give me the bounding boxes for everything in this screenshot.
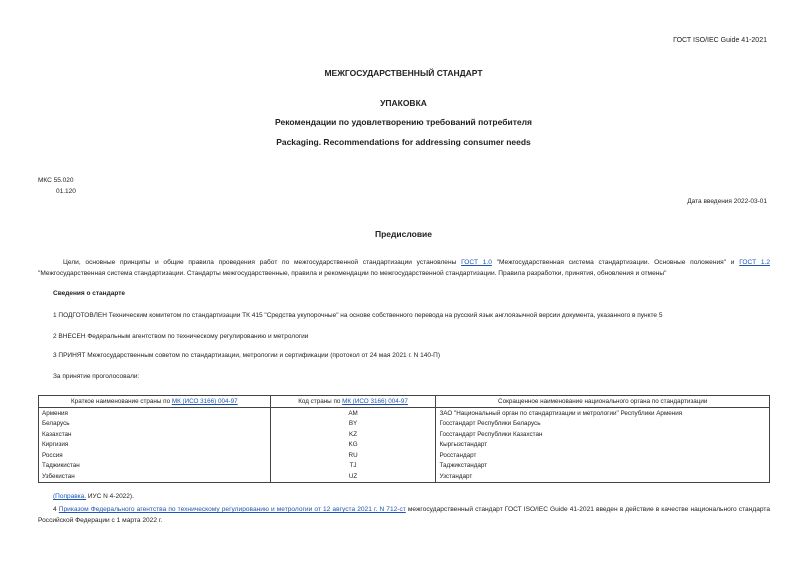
foreword-text-b: "Межгосударственная система стандартизации. Основные положения" и xyxy=(491,259,740,266)
country-name: Киргизия xyxy=(39,440,271,451)
country-code: BY xyxy=(270,419,436,430)
country-name: Армения xyxy=(39,408,271,419)
mks-code: МКС 55.020 xyxy=(38,177,74,184)
standards-body: Госстандарт Республики Казахстан xyxy=(436,429,770,440)
table-row xyxy=(39,461,770,472)
item-4-text: межгосударственный стандарт ГОСТ ISO/IEC Guide 41-2021 введен в действие в качестве национального стандарта Российской Федерации с 1 марта 2022 г. xyxy=(38,506,770,524)
country-name: Беларусь xyxy=(39,419,271,430)
country-code: RU xyxy=(270,450,436,461)
rosstandart-order-link[interactable]: Приказом Федерального агентства по техническому регулированию и метрологии от 12 августа 2021 г. N 712-ст xyxy=(58,506,406,513)
country-name: Таджикистан xyxy=(39,461,271,472)
foreword-text-c: "Межгосударственная система стандартизации. Стандарты межгосударственные, правила и рекомендации по межгосударственной стандартизации. Правила разработки, принятия, обновления и отмены" xyxy=(38,269,667,277)
standards-body: Росстандарт xyxy=(436,450,770,461)
document-code: ГОСТ ISO/IEC Guide 41-2021 xyxy=(673,37,767,44)
standard-info-heading: Сведения о стандарте xyxy=(53,290,126,297)
amendment-link[interactable]: (Поправка. xyxy=(53,493,87,500)
foreword-heading: Предисловие xyxy=(374,229,433,239)
mk-iso-3166-link[interactable]: МК (ИСО 3166) 004-97 xyxy=(171,398,238,405)
foreword-text-a: Цели, основные принципы и общие правила проведения работ по межгосударственной стандартизации установлены xyxy=(63,259,462,266)
voting-countries-table xyxy=(38,395,770,483)
country-code: AM xyxy=(270,408,436,419)
gost-1-2-link[interactable]: ГОСТ 1.2 xyxy=(739,259,770,266)
country-name: Казахстан xyxy=(39,429,271,440)
title-ru-main: УПАКОВКА xyxy=(380,98,427,108)
standards-body: Кыргызстандарт xyxy=(436,440,770,451)
column-header-country xyxy=(39,396,271,408)
table-row xyxy=(39,471,770,482)
table-row xyxy=(39,408,770,419)
title-ru-sub: Рекомендации по удовлетворению требований потребителя xyxy=(275,117,532,127)
item-2-submitted: 2 ВНЕСЕН Федеральным агентством по техническому регулированию и метрологии xyxy=(53,333,309,340)
item-4-number: 4 xyxy=(53,506,59,513)
amendment-text: ИУС N 4-2022). xyxy=(86,493,134,500)
country-name: Узбекистан xyxy=(39,471,271,482)
column-header-country-text: Краткое наименование страны по xyxy=(71,398,172,405)
amendment-note xyxy=(53,493,134,500)
mk-iso-3166-code-link[interactable]: МК (ИСО 3166) 004-97 xyxy=(342,398,408,405)
country-code: UZ xyxy=(270,471,436,482)
mks-code-second: 01.120 xyxy=(56,188,76,195)
standard-type: МЕЖГОСУДАРСТВЕННЫЙ СТАНДАРТ xyxy=(324,68,483,78)
country-code: TJ xyxy=(270,461,436,472)
standards-body: Узстандарт xyxy=(436,471,770,482)
standards-body: ЗАО "Национальный орган по стандартизации и метрологии" Республики Армения xyxy=(436,408,770,419)
table-row xyxy=(39,419,770,430)
column-header-code-text: Код страны по xyxy=(298,398,343,405)
introduction-date: Дата введения 2022-03-01 xyxy=(687,198,767,205)
country-name: Россия xyxy=(39,450,271,461)
country-code: KZ xyxy=(270,429,436,440)
standards-body: Госстандарт Республики Беларусь xyxy=(436,419,770,430)
gost-1-0-link[interactable]: ГОСТ 1.0 xyxy=(461,259,492,266)
item-3-adopted: 3 ПРИНЯТ Межгосударственным советом по стандартизации, метрологии и сертификации (протокол от 24 мая 2021 г. N 140-П) xyxy=(53,352,441,359)
column-header-body: Сокращенное наименование национального органа по стандартизации xyxy=(436,396,770,408)
table-row xyxy=(39,440,770,451)
standards-body: Таджикстандарт xyxy=(436,461,770,472)
table-row xyxy=(39,429,770,440)
title-en: Packaging. Recommendations for addressing consumer needs xyxy=(276,137,531,147)
table-header-row xyxy=(39,396,770,408)
column-header-code xyxy=(270,396,436,408)
voted-label: За принятие проголосовали: xyxy=(53,373,140,380)
item-4-enacted xyxy=(38,505,770,526)
foreword-paragraph xyxy=(38,258,770,279)
table-row xyxy=(39,450,770,461)
country-code: KG xyxy=(270,440,436,451)
item-1-prepared: 1 ПОДГОТОВЛЕН Техническим комитетом по стандартизации ТК 415 "Средства укупорочные" на основе собственного перевода на русский язык англоязычной версии документа, указанного в пункте 5 xyxy=(53,312,663,319)
